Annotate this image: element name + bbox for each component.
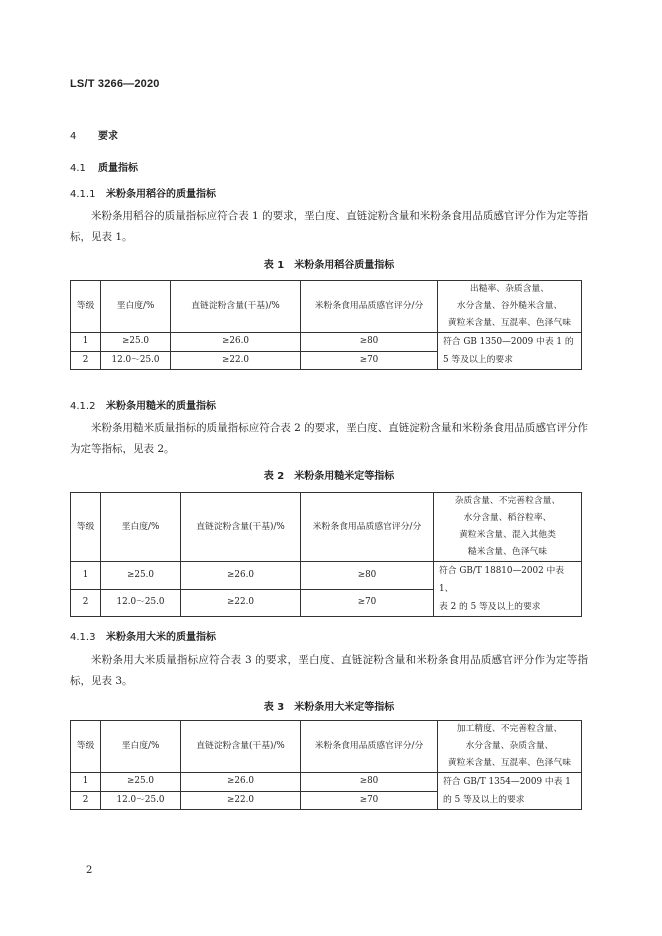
section-number: 4.1.1: [70, 189, 96, 200]
table-cell: 12.0～25.0: [101, 351, 171, 370]
table-header-row: [71, 493, 582, 562]
header-cell: 垩白度/%: [101, 493, 181, 562]
section-title: 米粉条用大米的质量指标: [106, 632, 216, 643]
header-cell: 米粉条食用品质感官评分/分: [301, 721, 438, 773]
table-3: [70, 720, 582, 810]
table-cell: ≥22.0: [181, 589, 301, 617]
paragraph-3: 米粉条用大米质量指标应符合表 3 的要求，垩白度、直链淀粉含量和米粉条食用品质感官评分作为定等指标，见表 3。: [70, 654, 588, 687]
section-4-1-2-heading: [70, 397, 216, 412]
section-title: 米粉条用糙米的质量指标: [106, 401, 216, 412]
requirement-line: 符合 GB 1350—2009 中表 1 的: [443, 337, 574, 347]
table-1: [70, 280, 582, 370]
header-line: 糙米含量、色泽气味: [467, 547, 548, 557]
table-cell: ≥70: [301, 589, 434, 617]
requirement-line: 符合 GB/T 1354—2009 中表 1: [443, 777, 571, 787]
section-number: 4: [70, 131, 77, 142]
header-cell-multiline: [438, 281, 582, 333]
requirement-line: 表 2 的 5 等及以上的要求: [439, 602, 541, 612]
table-cell: 12.0～25.0: [101, 589, 181, 617]
header-line: 加工精度、不完善粒含量、: [456, 724, 563, 734]
section-4-1-1-heading: [70, 185, 216, 200]
table-cell: 1: [71, 562, 101, 590]
table-header-row: [71, 281, 582, 333]
header-cell: 直链淀粉含量(干基)/%: [181, 493, 301, 562]
table-cell: ≥25.0: [101, 333, 171, 352]
table-cell: 2: [71, 791, 101, 810]
table-cell: ≥26.0: [171, 333, 301, 352]
table-row: [71, 773, 582, 792]
table-cell: ≥70: [301, 791, 438, 810]
header-line: 出糙率、杂质含量、: [469, 284, 550, 294]
table-cell: 2: [71, 589, 101, 617]
table-cell: ≥70: [301, 351, 438, 370]
header-line: 黄粒米含量、互混率、色泽气味: [447, 318, 572, 328]
table-row: [71, 562, 582, 590]
paragraph-2: 米粉条用糙米质量指标的质量指标应符合表 2 的要求，垩白度、直链淀粉含量和米粉条食用品质感官评分作为定等指标，见表 2。: [70, 422, 588, 455]
header-line: 水分含量、稻谷粒率、: [463, 513, 552, 523]
section-title: 米粉条用稻谷的质量指标: [106, 189, 216, 200]
section-4-heading: [70, 127, 118, 142]
header-line: 水分含量、谷外糙米含量、: [456, 301, 563, 311]
section-title: 要求: [98, 131, 118, 142]
table-cell: ≥25.0: [101, 773, 181, 792]
header-cell: 直链淀粉含量(干基)/%: [181, 721, 301, 773]
header-cell: 垩白度/%: [101, 281, 171, 333]
table-cell: 1: [71, 773, 101, 792]
section-number: 4.1.2: [70, 401, 96, 412]
header-cell: 垩白度/%: [101, 721, 181, 773]
section-4-1-heading: [70, 159, 138, 174]
requirement-cell: [438, 773, 582, 810]
table-cell: 1: [71, 333, 101, 352]
requirement-line: 符合 GB/T 18810—2002 中表 1、: [439, 566, 565, 594]
header-line: 黄粒米含量、互混率、色泽气味: [447, 758, 572, 768]
section-number: 4.1.3: [70, 632, 96, 643]
table-cell: ≥26.0: [181, 562, 301, 590]
header-line: 水分含量、杂质含量、: [465, 741, 554, 751]
header-cell-multiline: [434, 493, 582, 562]
document-header: LS/T 3266—2020: [70, 78, 160, 90]
table-2: [70, 492, 582, 617]
paragraph-1: 米粉条用稻谷的质量指标应符合表 1 的要求，垩白度、直链淀粉含量和米粉条食用品质感官评分作为定等指标，见表 1。: [70, 210, 588, 243]
header-line: 黄粒米含量、混入其他类: [459, 530, 556, 540]
table-cell: ≥80: [301, 333, 438, 352]
header-cell: 等级: [71, 721, 101, 773]
page-number: 2: [86, 865, 93, 876]
header-cell: 米粉条食用品质感官评分/分: [301, 281, 438, 333]
header-cell-multiline: [438, 721, 582, 773]
table-cell: 2: [71, 351, 101, 370]
table-3-caption: 表 3 米粉条用大米定等指标: [263, 702, 395, 713]
header-cell: 米粉条食用品质感官评分/分: [301, 493, 434, 562]
header-line: 杂质含量、不完善粒含量、: [454, 496, 561, 506]
table-cell: ≥22.0: [181, 791, 301, 810]
table-2-caption: 表 2 米粉条用糙米定等指标: [263, 471, 395, 482]
table-cell: ≥22.0: [171, 351, 301, 370]
table-header-row: [71, 721, 582, 773]
header-cell: 等级: [71, 493, 101, 562]
table-cell: ≥80: [301, 562, 434, 590]
requirement-cell: [438, 333, 582, 370]
requirement-line: 的 5 等及以上的要求: [443, 795, 525, 805]
section-number: 4.1: [70, 163, 86, 174]
table-cell: ≥25.0: [101, 562, 181, 590]
table-1-caption: 表 1 米粉条用稻谷质量指标: [263, 260, 395, 271]
header-cell: 直链淀粉含量(干基)/%: [171, 281, 301, 333]
section-4-1-3-heading: [70, 628, 216, 643]
table-cell: 12.0～25.0: [101, 791, 181, 810]
table-row: [71, 333, 582, 352]
header-cell: 等级: [71, 281, 101, 333]
requirement-line: 5 等及以上的要求: [443, 355, 513, 365]
section-title: 质量指标: [98, 163, 138, 174]
requirement-cell: [434, 562, 582, 617]
table-cell: ≥80: [301, 773, 438, 792]
table-cell: ≥26.0: [181, 773, 301, 792]
